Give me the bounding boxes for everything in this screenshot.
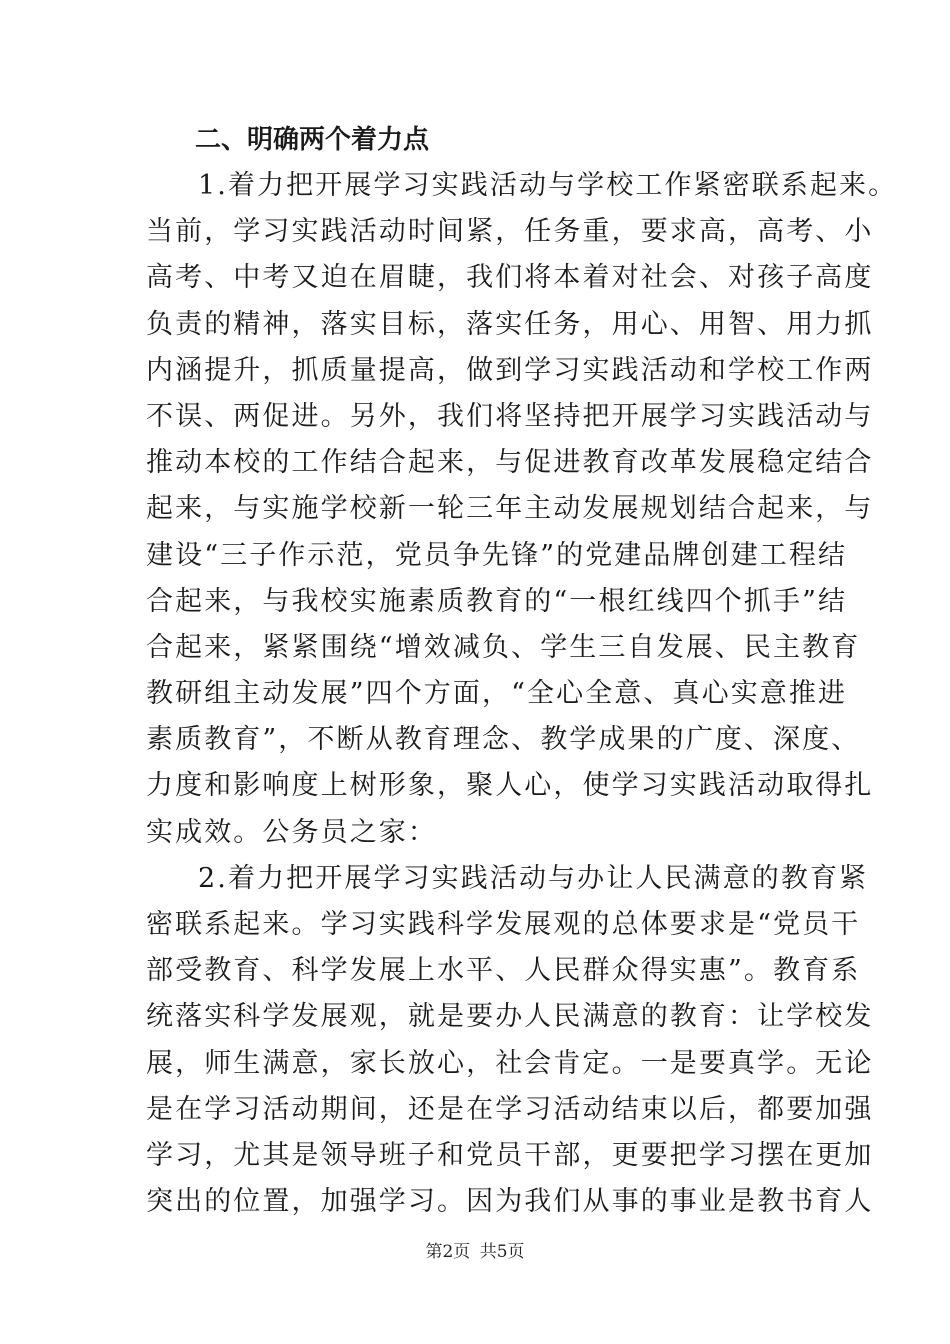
text-line: 密联系起来。学习实践科学发展观的总体要求是“党员干 xyxy=(146,909,861,940)
text-line: 突出的位置，加强学习。因为我们从事的事业是教书育人 xyxy=(146,1186,874,1218)
text-line: 不误、两促进。另外，我们将坚持把开展学习实践活动与 xyxy=(146,400,874,432)
text-line: 教研组主动发展”四个方面，“全心全意、真心实意推进 xyxy=(146,678,848,710)
text-line: 素质教育”，不断从教育理念、教学成果的广度、深度、 xyxy=(146,724,861,756)
body-text xyxy=(146,163,898,1225)
page-total: 共5页 xyxy=(479,1242,525,1262)
text-line: 是在学习活动期间，还是在学习活动结束以后，都要加强 xyxy=(146,1093,874,1125)
text-line: 1.着力把开展学习实践活动与学校工作紧密联系起来。 xyxy=(198,170,898,201)
text-line: 部受教育、科学发展上水平、人民群众得实惠”。教育系 xyxy=(146,955,861,987)
text-line: 合起来，与我校实施素质教育的“一根红线四个抓手”结 xyxy=(146,585,848,617)
text-line: 推动本校的工作结合起来，与促进教育改革发展稳定结合 xyxy=(146,447,874,479)
section-heading: 二、明确两个着力点 xyxy=(195,125,430,155)
text-line: 展，师生满意，家长放心，社会肯定。一是要真学。无论 xyxy=(146,1047,874,1079)
text-line: 当前，学习实践活动时间紧，任务重，要求高，高考、小 xyxy=(146,216,874,248)
text-line: 学习，尤其是领导班子和党员干部，更要把学习摆在更加 xyxy=(146,1139,874,1171)
text-line: 高考、中考又迫在眉睫，我们将本着对社会、对孩子高度 xyxy=(146,262,874,294)
page-footer xyxy=(0,1240,950,1264)
text-line: 负责的精神，落实目标，落实任务，用心、用智、用力抓 xyxy=(146,308,874,340)
text-line: 建设“三子作示范，党员争先锋”的党建品牌创建工程结 xyxy=(146,539,848,571)
text-line: 实成效。公务员之家： xyxy=(146,816,437,848)
text-line: 力度和影响度上树形象，聚人心，使学习实践活动取得扎 xyxy=(146,770,874,802)
text-line: 起来，与实施学校新一轮三年主动发展规划结合起来，与 xyxy=(146,493,874,525)
text-line: 2.着力把开展学习实践活动与办让人民满意的教育紧 xyxy=(198,862,869,894)
text-line: 统落实科学发展观，就是要办人民满意的教育：让学校发 xyxy=(146,1001,874,1033)
text-line: 内涵提升，抓质量提高，做到学习实践活动和学校工作两 xyxy=(146,354,874,386)
text-line: 合起来，紧紧围绕“增效减负、学生三自发展、民主教育 xyxy=(146,631,861,663)
page-number: 第2页 xyxy=(425,1242,471,1262)
